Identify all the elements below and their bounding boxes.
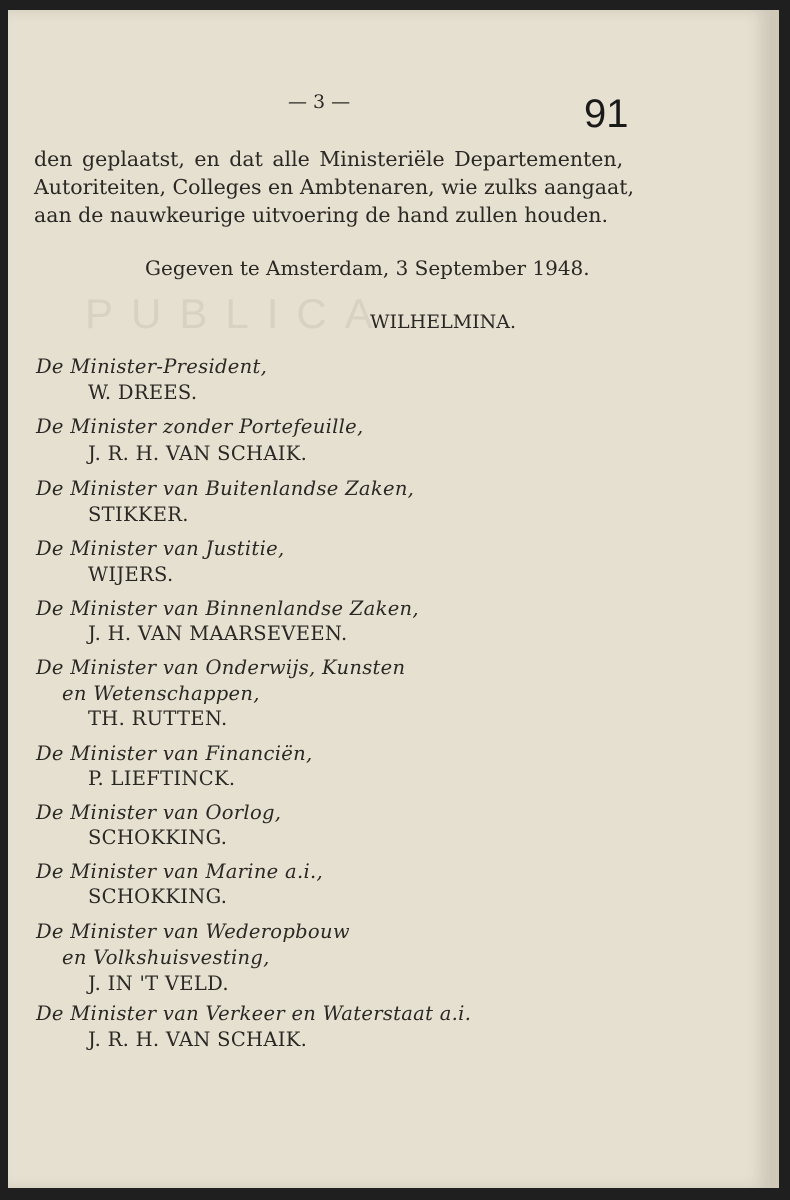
minister-role: De Minister van Onderwijs, Kunsten (36, 656, 406, 679)
body-line: aan de nauwkeurige uitvoering de hand zullen houden. (34, 203, 608, 227)
body-line: den geplaatst, en dat alle Ministeriële Departementen, (34, 147, 624, 171)
royal-signature: WILHELMINA. (370, 311, 517, 333)
minister-name: P. LIEFTINCK. (88, 767, 236, 790)
minister-name: J. H. VAN MAARSEVEEN. (88, 622, 348, 645)
minister-role: De Minister zonder Portefeuille, (36, 415, 364, 438)
body-line: Autoriteiten, Colleges en Ambtenaren, wie zulks aangaat, (34, 175, 634, 199)
minister-role-continued: en Wetenschappen, (62, 682, 260, 705)
minister-role: De Minister-President, (36, 355, 268, 378)
minister-role: De Minister van Buitenlandse Zaken, (36, 477, 415, 500)
minister-role: De Minister van Wederopbouw (36, 920, 350, 943)
folio: — 3 — (288, 91, 351, 113)
minister-name: J. IN 'T VELD. (88, 972, 229, 995)
given-line: Gegeven te Amsterdam, 3 September 1948. (145, 256, 590, 280)
minister-name: J. R. H. VAN SCHAIK. (88, 442, 308, 465)
minister-name: W. DREES. (88, 381, 198, 404)
minister-role: De Minister van Financiën, (36, 742, 313, 765)
minister-role: De Minister van Marine a.i., (36, 860, 323, 883)
minister-role-continued: en Volkshuisvesting, (62, 946, 270, 969)
minister-role: De Minister van Justitie, (36, 537, 285, 560)
bleed-through-text: PUBLICA (85, 290, 391, 337)
minister-name: WIJERS. (88, 563, 174, 586)
minister-name: SCHOKKING. (88, 826, 228, 849)
minister-name: SCHOKKING. (88, 885, 228, 908)
minister-name: TH. RUTTEN. (88, 707, 228, 730)
minister-role: De Minister van Binnenlandse Zaken, (36, 597, 419, 620)
minister-name: J. R. H. VAN SCHAIK. (88, 1028, 308, 1051)
minister-role: De Minister van Verkeer en Waterstaat a.i. (36, 1002, 472, 1025)
minister-role: De Minister van Oorlog, (36, 801, 282, 824)
page-edge (770, 10, 779, 1188)
page-number: 91 (584, 92, 629, 136)
minister-name: STIKKER. (88, 503, 189, 526)
